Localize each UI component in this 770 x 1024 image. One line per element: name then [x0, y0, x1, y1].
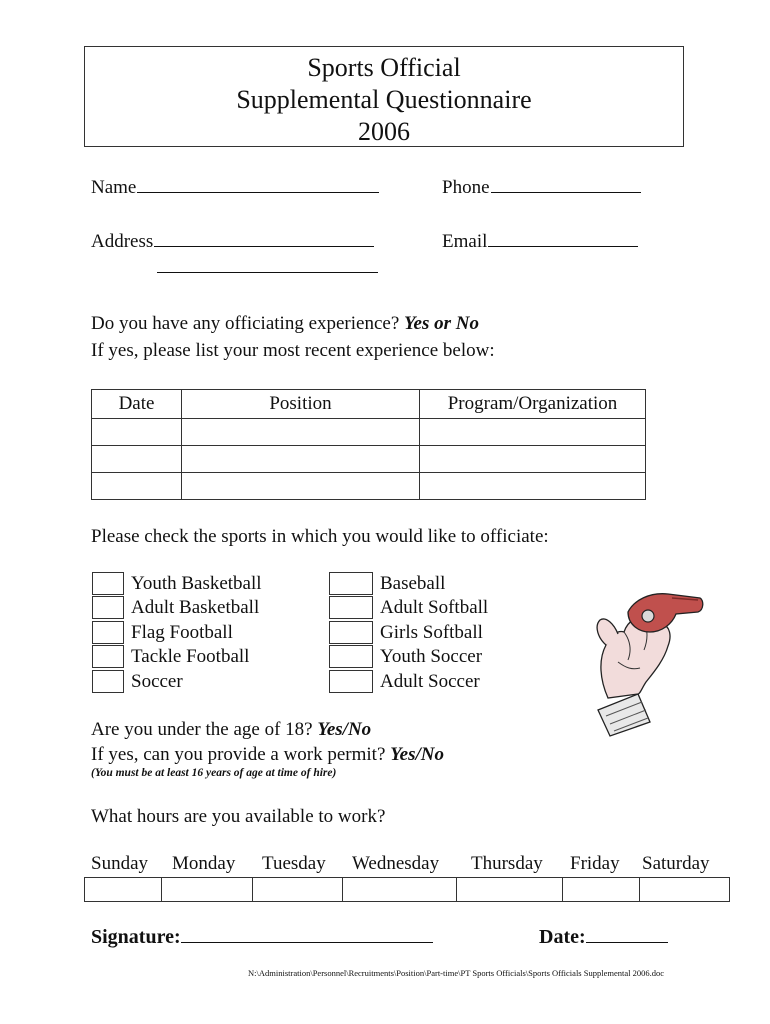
email-field[interactable]: [442, 231, 638, 253]
signature-field[interactable]: [91, 926, 433, 949]
checkbox-youth-basketball[interactable]: [92, 572, 124, 595]
table-row: [85, 878, 730, 902]
checkbox-flag-football[interactable]: [92, 621, 124, 644]
label-adult-soccer: Adult Soccer: [380, 671, 480, 692]
hours-cell-friday[interactable]: [563, 878, 640, 902]
age-requirement-note: (You must be at least 16 years of age at time of hire): [91, 767, 337, 779]
checkbox-adult-basketball[interactable]: [92, 596, 124, 619]
address-label: Address: [91, 231, 154, 252]
hours-cell-monday[interactable]: [162, 878, 253, 902]
label-youth-soccer: Youth Soccer: [380, 646, 483, 667]
day-wednesday: Wednesday: [352, 853, 440, 874]
name-field[interactable]: [91, 177, 379, 199]
permit-question-text: If yes, can you provide a work permit?: [91, 744, 386, 765]
age-question: [91, 719, 371, 741]
experience-header-row: [92, 390, 646, 419]
day-tuesday: Tuesday: [262, 853, 326, 874]
experience-prompt: If yes, please list your most recent experience below:: [91, 340, 495, 361]
table-cell[interactable]: [420, 419, 646, 446]
label-tackle-football: Tackle Football: [131, 646, 250, 667]
table-row: [92, 473, 646, 500]
age-question-text: Are you under the age of 18?: [91, 719, 313, 740]
experience-answer-options: Yes or No: [404, 313, 479, 334]
address-line-2[interactable]: [157, 272, 378, 273]
label-adult-basketball: Adult Basketball: [131, 597, 260, 618]
experience-table: [91, 389, 646, 500]
experience-question-text: Do you have any officiating experience?: [91, 313, 400, 334]
name-label: Name: [91, 177, 137, 198]
checkbox-girls-softball[interactable]: [329, 621, 373, 644]
day-sunday: Sunday: [91, 853, 148, 874]
phone-label: Phone: [442, 177, 490, 198]
table-cell[interactable]: [420, 473, 646, 500]
date-line[interactable]: [586, 941, 668, 943]
address-line-1[interactable]: [154, 245, 374, 247]
label-youth-basketball: Youth Basketball: [131, 573, 262, 594]
date-field[interactable]: [539, 926, 668, 949]
table-cell[interactable]: [182, 419, 420, 446]
checkbox-baseball[interactable]: [329, 572, 373, 595]
age-answer-options: Yes/No: [317, 719, 372, 740]
table-cell[interactable]: [92, 419, 182, 446]
form-year: 2006: [358, 117, 410, 146]
document-path: N:\Administration\Personnel\Recruitments\Position\Part-time\PT Sports Officials\Sports Officials Supplemental 2006.doc: [248, 968, 664, 978]
column-program: Program/Organization: [420, 390, 646, 419]
checkbox-adult-softball[interactable]: [329, 596, 373, 619]
label-adult-softball: Adult Softball: [380, 597, 489, 618]
whistle-hand-icon: [588, 590, 708, 740]
day-saturday: Saturday: [642, 853, 710, 874]
day-thursday: Thursday: [471, 853, 543, 874]
day-friday: Friday: [570, 853, 620, 874]
table-cell[interactable]: [92, 473, 182, 500]
hours-table: [84, 877, 730, 902]
checkbox-tackle-football[interactable]: [92, 645, 124, 668]
column-date: Date: [92, 390, 182, 419]
label-soccer: Soccer: [131, 671, 183, 692]
table-cell[interactable]: [92, 446, 182, 473]
permit-answer-options: Yes/No: [390, 744, 444, 765]
experience-question: [91, 313, 479, 335]
phone-field[interactable]: [442, 177, 641, 199]
label-baseball: Baseball: [380, 573, 446, 594]
hours-cell-thursday[interactable]: [457, 878, 563, 902]
permit-question: [91, 744, 444, 766]
email-label: Email: [442, 231, 488, 252]
column-position: Position: [182, 390, 420, 419]
table-cell[interactable]: [420, 446, 646, 473]
phone-line[interactable]: [491, 191, 641, 193]
hours-cell-tuesday[interactable]: [253, 878, 343, 902]
hours-cell-sunday[interactable]: [85, 878, 162, 902]
table-cell[interactable]: [182, 473, 420, 500]
form-title: Sports Official: [307, 53, 461, 82]
checkbox-adult-soccer[interactable]: [329, 670, 373, 693]
hours-cell-saturday[interactable]: [640, 878, 730, 902]
label-flag-football: Flag Football: [131, 622, 233, 643]
sports-prompt: Please check the sports in which you would like to officiate:: [91, 526, 549, 547]
checkbox-youth-soccer[interactable]: [329, 645, 373, 668]
address-field[interactable]: [91, 231, 374, 253]
signature-line[interactable]: [181, 941, 433, 943]
table-row: [92, 419, 646, 446]
checkbox-soccer[interactable]: [92, 670, 124, 693]
email-line[interactable]: [488, 245, 638, 247]
title-box: [84, 46, 684, 147]
table-cell[interactable]: [182, 446, 420, 473]
label-girls-softball: Girls Softball: [380, 622, 483, 643]
name-line[interactable]: [137, 191, 379, 193]
signature-label: Signature:: [91, 926, 181, 948]
day-monday: Monday: [172, 853, 236, 874]
availability-prompt: What hours are you available to work?: [91, 806, 386, 827]
form-subtitle: Supplemental Questionnaire: [236, 85, 532, 114]
hours-cell-wednesday[interactable]: [343, 878, 457, 902]
date-label: Date:: [539, 926, 586, 948]
table-row: [92, 446, 646, 473]
